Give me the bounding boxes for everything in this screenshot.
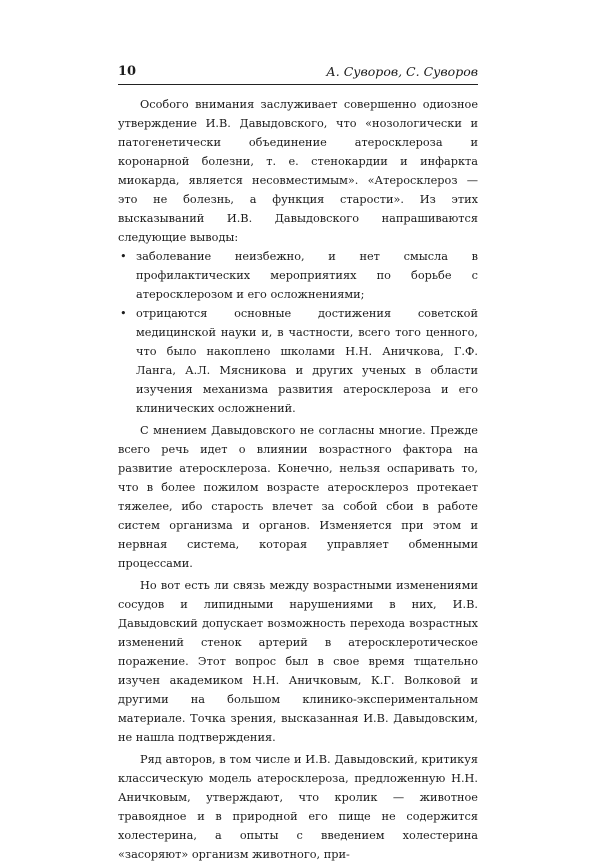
- running-title: А. Суворов, С. Суворов: [326, 64, 478, 79]
- list-item-text: заболевание неизбежно, и нет смысла в профилактических мероприятиях по борьбе с атеросклерозом и его осложнениями;: [136, 250, 478, 301]
- paragraph: Но вот есть ли связь между возрастными изменениями сосудов и липидными нарушениями в них, И.В. Давыдовский допускает возможность перехода возрастных изменений стенок артерий в атеросклеротическое поражение. Этот вопрос был в свое время тщательно изучен академиком Н.Н. Аничковым, К.Г. Волковой и другими на большом клинико-экспериментальном материале. Точка зрения, высказанная И.В. Давыдовским, не нашла подтверждения.: [118, 579, 478, 744]
- body-text: [118, 95, 478, 864]
- page-number: 10: [118, 64, 137, 79]
- bullet-icon: •: [120, 250, 127, 263]
- paragraph: Особого внимания заслуживает совершенно одиозное утверждение И.В. Давыдовского, что «нозологически и патогенетически объединение атеросклероза и коронарной болезни, т. е. стенокардии и инфаркта миокарда, является несовместимым». «Атеросклероз — это не болезнь, а функция старости». Из этих высказываний И.В. Давыдовского напрашиваются следующие выводы:: [118, 98, 478, 244]
- paragraph: Ряд авторов, в том числе и И.В. Давыдовский, критикуя классическую модель атеросклероза, предложенную Н.Н. Аничковым, утверждают, что кролик — животное травоядное и в природной его пище не содержится холестерина, а опыты с введением холестерина «засоряют» организм животного, при-: [118, 753, 478, 861]
- bullet-list: [118, 247, 478, 418]
- list-item-text: отрицаются основные достижения советской медицинской науки и, в частности, всего того ценного, что было накоплено школами Н.Н. Аничкова, Г.Ф. Ланга, А.Л. Мясникова и других ученых в области изучения механизма развития атеросклероза и его клинических осложнений.: [136, 307, 478, 415]
- list-item: [118, 247, 478, 304]
- paragraph: С мнением Давыдовского не согласны многие. Прежде всего речь идет о влиянии возрастного фактора на развитие атеросклероза. Конечно, нельзя оспаривать то, что в более пожилом возрасте атеросклероз протекает тяжелее, ибо старость влечет за собой сбои в работе систем организма и органов. Изменяется при этом и нервная система, которая управляет обменными процессами.: [118, 424, 478, 570]
- list-item: [118, 304, 478, 418]
- bullet-icon: •: [120, 307, 127, 320]
- running-header: [118, 60, 478, 85]
